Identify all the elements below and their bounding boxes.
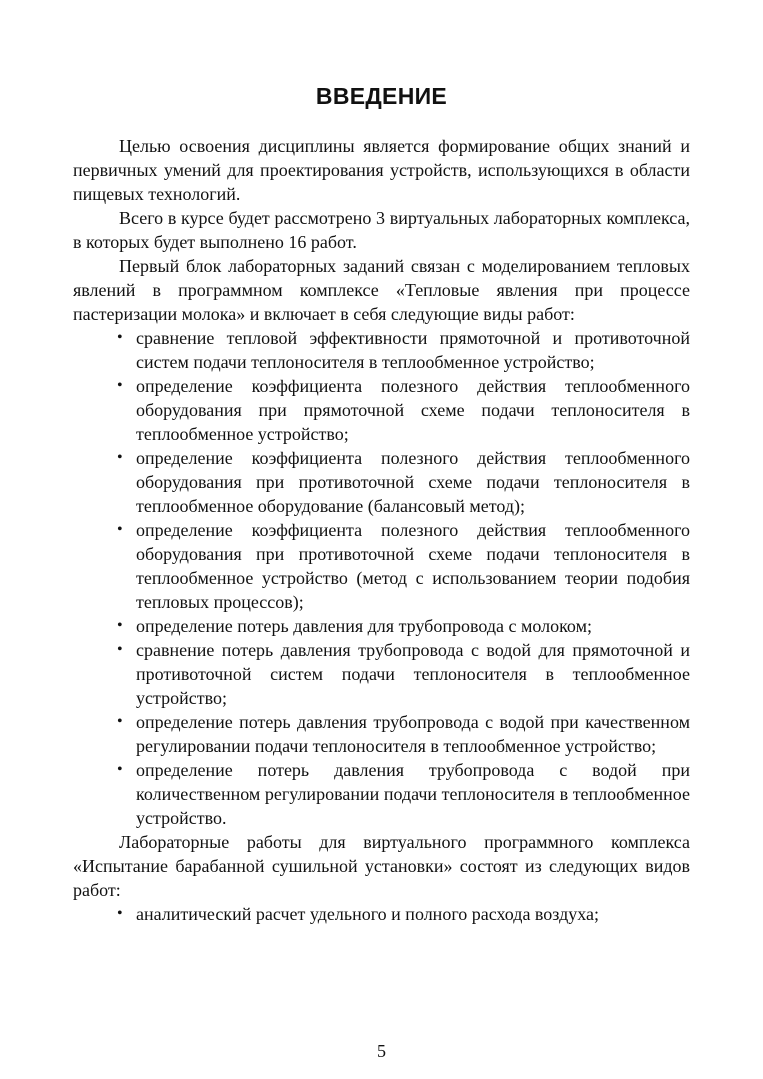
list-item: [73, 446, 690, 518]
list-item: [73, 902, 690, 926]
paragraph-course-summary: Всего в курсе будет рассмотрено 3 виртуальных лабораторных комплекса, в которых будет выполнено 16 работ.: [73, 208, 690, 252]
list-item-text: определение коэффициента полезного действия теплообменного оборудования при прямоточной схеме подачи теплоносителя в теплообменное устройство;: [136, 376, 690, 444]
list-item-text: определение потерь давления для трубопровода с молоком;: [136, 616, 592, 636]
bullet-icon: •: [117, 641, 123, 658]
list-item: [73, 758, 690, 830]
bullet-icon: •: [117, 617, 123, 634]
list-item-text: определение потерь давления трубопровода с водой при количественном регулировании подачи теплоносителя в теплообменное устройство.: [136, 760, 690, 828]
paragraph-goal: Целью освоения дисциплины является формирование общих знаний и первичных умений для проектирования устройств, использующихся в области пищевых технологий.: [73, 136, 690, 204]
bullet-icon: •: [117, 329, 123, 346]
page-number: 5: [377, 1041, 386, 1061]
bullet-icon: •: [117, 377, 123, 394]
paragraph-second-block: Лабораторные работы для виртуального программного комплекса «Испытание барабанной сушильной установки» состоят из следующих видов работ:: [73, 832, 690, 900]
list-item-text: сравнение тепловой эффективности прямоточной и противоточной систем подачи теплоносителя в теплообменное устройство;: [136, 328, 690, 372]
first-block-work-list: [73, 326, 690, 830]
bullet-icon: •: [117, 905, 123, 922]
list-item: [73, 374, 690, 446]
list-item: [73, 614, 690, 638]
list-item: [73, 518, 690, 614]
list-item-text: определение коэффициента полезного действия теплообменного оборудования при противоточной схеме подачи теплоносителя в теплообменное устройство (метод с использованием теории подобия тепловых процессов);: [136, 520, 690, 612]
list-item: [73, 326, 690, 374]
bullet-icon: •: [117, 521, 123, 538]
list-item-text: сравнение потерь давления трубопровода с водой для прямоточной и противоточной систем подачи теплоносителя в теплообменное устройство;: [136, 640, 690, 708]
list-item-text: аналитический расчет удельного и полного расхода воздуха;: [136, 904, 600, 924]
paragraph-first-block: Первый блок лабораторных заданий связан с моделированием тепловых явлений в программном комплексе «Тепловые явления при процессе пастеризации молока» и включает в себя следующие виды работ:: [73, 256, 690, 324]
bullet-icon: •: [117, 713, 123, 730]
bullet-icon: •: [117, 761, 123, 778]
list-item-text: определение коэффициента полезного действия теплообменного оборудования при противоточной схеме подачи теплоносителя в теплообменное оборудование (балансовый метод);: [136, 448, 690, 516]
page-title: ВВЕДЕНИЕ: [315, 83, 448, 109]
bullet-icon: •: [117, 449, 123, 466]
second-block-work-list: [73, 902, 690, 926]
list-item: [73, 638, 690, 710]
document-page: [73, 80, 690, 926]
list-item-text: определение потерь давления трубопровода с водой при качественном регулировании подачи теплоносителя в теплообменное устройство;: [136, 712, 690, 756]
list-item: [73, 710, 690, 758]
